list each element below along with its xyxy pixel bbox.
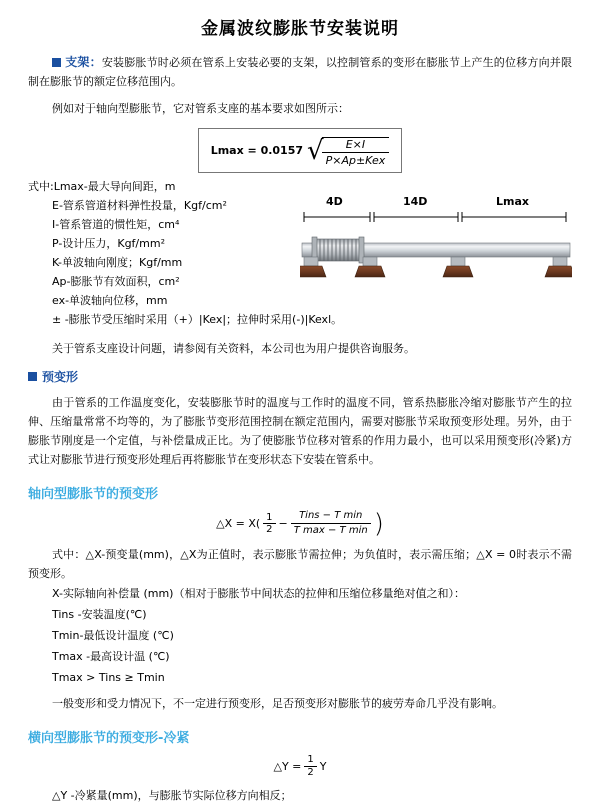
formula-lmax-lhs: Lmax = 0.0157 — [210, 144, 304, 157]
document-page — [0, 14, 600, 802]
formula-lateral-rhs: Y — [319, 759, 327, 773]
formula-axial-fraction-denominator: T max − T min — [293, 525, 368, 536]
section-predeform-heading: 预变形 — [42, 370, 79, 384]
section-bracket-closing: 关于管系支座设计问题，请参阅有关资料，本公司也为用户提供咨询服务。 — [52, 342, 415, 355]
formula-axial-half-numerator: 1 — [263, 512, 275, 525]
subsection-axial-note: 一般变形和受力情况下，不一定进行预变形，足否预变形对膨胀节的疲劳寿命几乎没有影响。 — [52, 697, 503, 710]
blue-square-marker-icon — [28, 372, 37, 381]
piping-diagram-figure — [300, 195, 572, 307]
bellows-element — [312, 237, 364, 263]
subsection-axial-heading: 轴向型膨胀节的预变形 — [28, 487, 159, 502]
formula-axial-fraction-numerator: Tins − T min — [291, 510, 371, 524]
section-bracket-body: 安装膨胀节时必须在管系上安装必要的支架，以控制管系的变形在膨胀节上产生的位移方向并限制在膨胀节的额定位移范围内。 — [28, 56, 572, 88]
figure-label-4d: 4D — [326, 195, 343, 208]
section-bracket-heading: 支架： — [65, 55, 102, 69]
formula-axial-minus: − — [278, 517, 288, 530]
formula-lmax-fraction — [322, 137, 390, 167]
formula-lmax-denominator: P×Ap±Kex — [325, 154, 386, 167]
subsection-lateral-where-line: △Y -冷紧量(mm)，与膨胀节实际位移方向相反； — [52, 789, 292, 802]
dimension-lines — [304, 212, 566, 222]
legend-item: I-管系管道的惯性矩，cm⁴ — [52, 218, 180, 231]
formula-lmax-box — [198, 128, 403, 173]
figure-label-lmax: Lmax — [496, 195, 529, 208]
formula-lmax — [28, 128, 572, 173]
page-title: 金属波纹膨胀节安装说明 — [201, 19, 399, 39]
subsection-lateral-heading: 横向型膨胀节的预变形-冷紧 — [28, 731, 190, 746]
formula-lateral-half-denominator: 2 — [307, 766, 314, 778]
legend-item: E-管系管道材料弹性投量，Kgf/cm² — [52, 199, 227, 212]
legend-and-figure — [28, 177, 572, 329]
formula-lateral-half-numerator: 1 — [304, 754, 316, 767]
formula-axial-rparen: ) — [373, 508, 384, 539]
formula-axial-lhs: △X = X( — [216, 517, 261, 530]
formula-axial-half — [263, 512, 275, 536]
figure-label-14d: 14D — [403, 195, 428, 208]
formula-axial-half-denominator: 2 — [266, 524, 273, 535]
formula-lateral-half — [304, 754, 316, 778]
definition-line: Tins -安装温度(℃) — [52, 608, 147, 621]
formula-lateral-lhs: △Y = — [273, 759, 302, 773]
formula-axial-inline — [216, 510, 384, 537]
formula-lmax-numerator: E×I — [322, 138, 390, 153]
formula-lmax-radical — [307, 134, 389, 167]
definition-line: Tmax -最高设计温 (℃) — [52, 650, 170, 663]
document-content — [0, 53, 600, 805]
formula-lateral-predeform — [28, 754, 572, 778]
legend-intro: 式中:Lmax-最大导向间距，m — [28, 180, 176, 193]
section-bracket-heading-paragraph — [28, 53, 572, 91]
section-predeform-heading-row — [28, 368, 572, 385]
definition-line: Tmax > Tins ≥ Tmin — [52, 671, 165, 684]
legend-item: ± -膨胀节受压缩时采用（+）|Kex|；拉伸时采用(-)|Kexl。 — [52, 313, 343, 326]
formula-axial-fraction — [291, 510, 371, 537]
definition-line: X-实际轴向补偿量 (mm)（相对于膨胀节中间状态的拉伸和压缩位移量绝对值之和）： — [52, 587, 465, 600]
blue-square-marker-icon — [52, 58, 61, 67]
subsection-axial-definition-lines — [28, 583, 572, 688]
subsection-axial-where-intro: 式中：△X-预变量(mm)，△X为正值时，表示膨胀节需拉伸；为负值时，表示需压缩；△X = 0时表示不需预变形。 — [28, 548, 572, 580]
formula-lateral-inline — [273, 754, 326, 778]
section-predeform-body: 由于管系的工作温度变化，安装膨胀节时的温度与工作时的温度不同，管系热膨胀冷缩对膨胀节产生的拉伸、压缩量常常不均等的，为了膨胀节变形范围控制在额定范围内，需要对膨胀节采取预变形处理。另外，由于膨胀节刚度是一个定值，与补偿量成正比。为了使膨胀节位移对管系的作用力最小，也可以采用预变形(冷紧)方式让对膨胀节进行预变形处理后再将膨胀节在变形状态下安装在管系中。 — [28, 396, 572, 466]
formula-axial-predeform — [28, 510, 572, 537]
legend-item: K-单波轴向刚度；Kgf/mm — [52, 256, 183, 269]
definition-line: Tmin-最低设计温度 (℃) — [52, 629, 174, 642]
section-bracket-example-line: 例如对于轴向型膨胀节，它对管系支座的基本要求如图所示： — [52, 102, 349, 115]
legend-item: Ap-膨胀节有效面积，cm² — [52, 275, 180, 288]
legend-item: ex-单波轴向位移，mm — [52, 294, 168, 307]
piping-diagram-svg — [300, 195, 572, 307]
radical-sign-icon: √ — [307, 135, 324, 166]
legend-item: P-设计压力，Kgf/mm² — [52, 237, 165, 250]
formula-lmax-line — [211, 134, 390, 167]
